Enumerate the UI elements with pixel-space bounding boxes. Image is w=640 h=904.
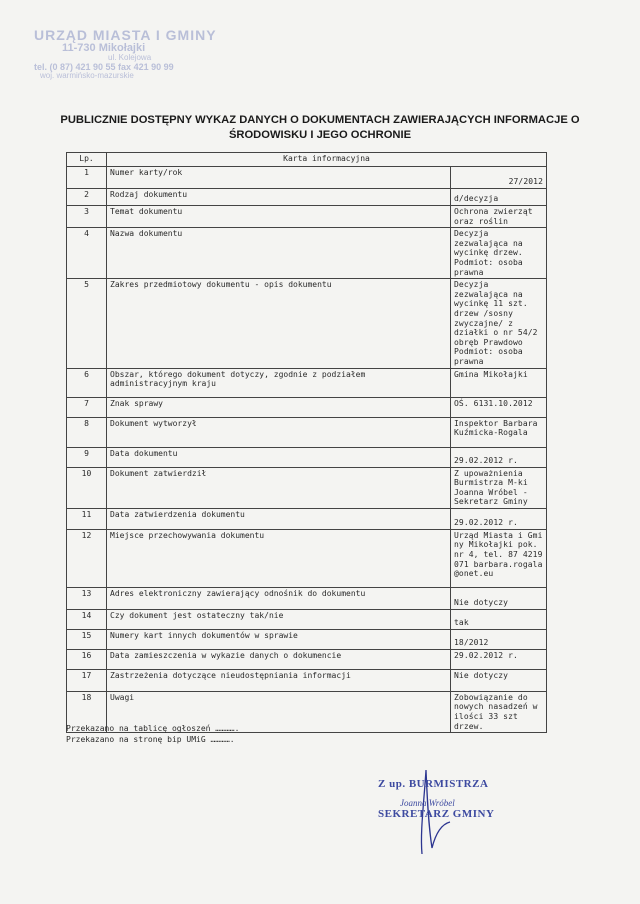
row-value: 29.02.2012 r. — [451, 508, 547, 529]
table-row — [67, 587, 547, 609]
row-number: 6 — [67, 368, 107, 397]
row-label: Adres elektroniczny zawierający odnośnik do dokumentu — [107, 587, 451, 609]
table-row — [67, 189, 547, 206]
title-line-1: PUBLICZNIE DOSTĘPNY WYKAZ DANYCH O DOKUMENTACH ZAWIERAJĄCYCH INFORMACJE O — [60, 114, 580, 126]
row-number: 1 — [67, 167, 107, 189]
header-main: Karta informacyjna — [107, 153, 547, 167]
approval-stamp — [378, 778, 508, 820]
row-value: Decyzja zezwalająca na wycinkę 11 szt. drzew /sosny zwyczajne/ z działki o nr 54/2 obręb Prawdowo Podmiot: osoba prawna — [451, 279, 547, 368]
row-label: Data zatwierdzenia dokumentu — [107, 508, 451, 529]
row-label: Znak sprawy — [107, 397, 451, 417]
stamp-line: Z up. BURMISTRZA — [378, 778, 489, 790]
row-label: Dokument wytworzył — [107, 417, 451, 447]
row-label: Temat dokumentu — [107, 206, 451, 228]
row-label: Obszar, którego dokument dotyczy, zgodnie z podziałem administracyjnym kraju — [107, 368, 451, 397]
row-number: 2 — [67, 189, 107, 206]
table-row — [67, 629, 547, 649]
row-label: Miejsce przechowywania dokumentu — [107, 529, 451, 587]
stamp-line: tel. (0 87) 421 90 55 fax 421 90 99 — [34, 61, 174, 72]
row-label: Rodzaj dokumentu — [107, 189, 451, 206]
row-value: 27/2012 — [451, 167, 547, 189]
row-number: 7 — [67, 397, 107, 417]
table-row — [67, 279, 547, 368]
row-value: Gmina Mikołajki — [451, 368, 547, 397]
row-label: Numer karty/rok — [107, 167, 451, 189]
table-row — [67, 397, 547, 417]
row-value: Decyzja zezwalająca na wycinkę drzew. Podmiot: osoba prawna — [451, 228, 547, 279]
row-label: Numery kart innych dokumentów w sprawie — [107, 629, 451, 649]
table-header-row — [67, 153, 547, 167]
row-value: 29.02.2012 r. — [451, 447, 547, 467]
row-value: Nie dotyczy — [451, 669, 547, 691]
row-number: 8 — [67, 417, 107, 447]
table-row — [67, 609, 547, 629]
stamp-line: SEKRETARZ GMINY — [378, 808, 495, 820]
header-lp: Lp. — [67, 153, 107, 167]
row-label: Uwagi — [107, 691, 451, 732]
row-value: Z upoważnienia Burmistrza M-ki Joanna Wróbel - Sekretarz Gminy — [451, 467, 547, 508]
row-number: 11 — [67, 508, 107, 529]
stamp-line: ul. Kolejowa — [108, 53, 152, 63]
table-row — [67, 167, 547, 189]
table-row — [67, 228, 547, 279]
row-number: 17 — [67, 669, 107, 691]
row-number: 3 — [67, 206, 107, 228]
row-label: Nazwa dokumentu — [107, 228, 451, 279]
row-value: Zobowiązanie do nowych nasadzeń w ilości 33 szt drzew. — [451, 691, 547, 732]
stamp-line: URZĄD MIASTA I GMINY — [34, 27, 217, 43]
document-title — [60, 113, 580, 143]
row-label: Data dokumentu — [107, 447, 451, 467]
table-row — [67, 447, 547, 467]
row-label: Dokument zatwierdził — [107, 467, 451, 508]
row-number: 9 — [67, 447, 107, 467]
note-bip-page: Przekazano na stronę bip UMiG …………. — [66, 734, 235, 744]
stamp-line: 11-730 Mikołajki — [62, 41, 146, 54]
row-value: 29.02.2012 r. — [451, 649, 547, 669]
row-value: Ochrona zwierząt oraz roślin — [451, 206, 547, 228]
table-row — [67, 649, 547, 669]
stamp-line: Joanna Wróbel — [400, 798, 455, 808]
row-value: tak — [451, 609, 547, 629]
note-notice-board: Przekazano na tablicę ogłoszeń …………. — [66, 724, 240, 733]
row-label: Zastrzeżenia dotyczące nieudostępniania informacji — [107, 669, 451, 691]
row-number: 13 — [67, 587, 107, 609]
table-row — [67, 417, 547, 447]
row-value: Nie dotyczy — [451, 587, 547, 609]
office-stamp — [34, 28, 224, 80]
table-row — [67, 529, 547, 587]
row-number: 10 — [67, 467, 107, 508]
row-value: 18/2012 — [451, 629, 547, 649]
table-row — [67, 508, 547, 529]
row-number: 12 — [67, 529, 107, 587]
row-number: 15 — [67, 629, 107, 649]
stamp-line: woj. warmińsko-mazurskie — [40, 71, 134, 81]
row-number: 5 — [67, 279, 107, 368]
table-row — [67, 206, 547, 228]
row-number: 4 — [67, 228, 107, 279]
row-number: 14 — [67, 609, 107, 629]
transfer-notes — [66, 724, 239, 745]
title-line-2: ŚRODOWISKU I JEGO OCHRONIE — [228, 129, 412, 141]
row-label: Data zamieszczenia w wykazie danych o dokumencie — [107, 649, 451, 669]
row-label: Czy dokument jest ostateczny tak/nie — [107, 609, 451, 629]
table-row — [67, 669, 547, 691]
row-value: Inspektor Barbara Kuźmicka-Rogala — [451, 417, 547, 447]
row-value: d/decyzja — [451, 189, 547, 206]
row-number: 16 — [67, 649, 107, 669]
info-card-table — [66, 152, 547, 733]
row-label: Zakres przedmiotowy dokumentu - opis dokumentu — [107, 279, 451, 368]
row-number: 18 — [67, 691, 107, 732]
row-value: OŚ. 6131.10.2012 — [451, 397, 547, 417]
table-row — [67, 368, 547, 397]
table-row — [67, 467, 547, 508]
row-value: Urząd Miasta i Gminy Mikołajki pok. nr 4, tel. 87 4219 071 barbara.rogala@onet.eu — [451, 529, 547, 587]
